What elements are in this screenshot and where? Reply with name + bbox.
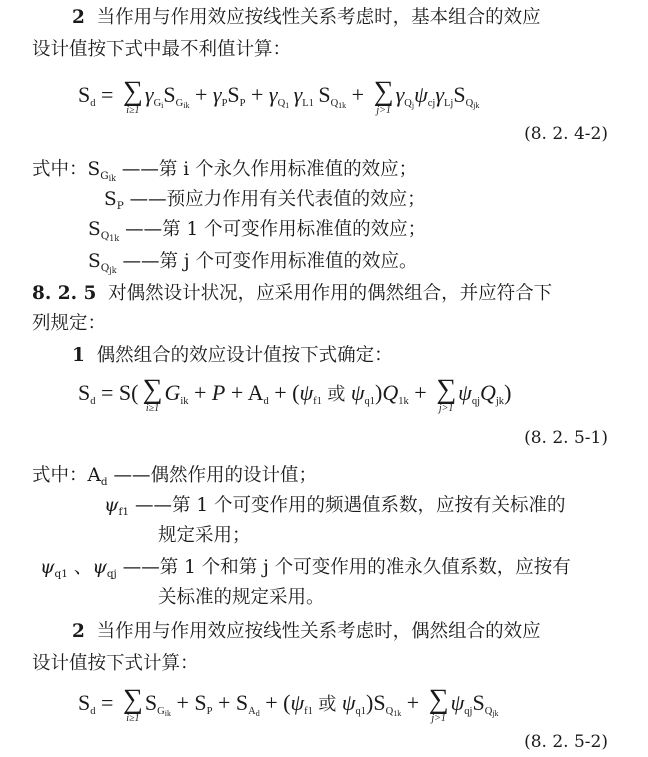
defs2-line1: 式中：$A_d$ ——偶然作用的设计值； — [32, 465, 318, 488]
sum-symbol: ∑ j>1 — [373, 76, 394, 116]
section-number: 8. 2. 5 — [32, 283, 97, 304]
para1-number: 2 — [72, 7, 85, 28]
def-text: ——第 1 个和第 j 个可变作用的准永久值系数，应按有 — [122, 557, 571, 578]
para1-line1 — [72, 6, 541, 30]
equation-number: (8. 2. 5-2) — [524, 732, 608, 752]
para3-line2 — [32, 652, 199, 676]
sum-symbol: ∑ i≥1 — [122, 684, 143, 724]
section-8-2-5-line2 — [32, 312, 106, 336]
defs1-line1: 式中：$S_{Gik}$ ——第 i 个永久作用标准值的效应； — [32, 159, 418, 183]
equation-8-2-5-2: $S_d$ = ∑ i≥1 $S_{Gik} + S_P + S_{Ad} + (\psi_{f1}$ 或 $\psi_{q1})S_{Q1k}$ + ∑ j>1 $\psi_{qj}S_{Qjk}$ — [78, 684, 499, 724]
sum-limit: j>1 — [438, 403, 454, 414]
def-text: 规定采用； — [158, 525, 251, 546]
def-text: ——第 i 个永久作用标准值的效应； — [121, 159, 418, 180]
sum-limit: j>1 — [431, 713, 446, 724]
section-text-a: 对偶然设计状况，应采用作用的偶然组合，并应符合下 — [108, 283, 553, 304]
para2-text: 偶然组合的效应设计值按下式确定： — [96, 345, 393, 366]
para2-line — [72, 344, 393, 368]
or-word: 或 — [327, 384, 346, 404]
para3-text-b: 设计值按下式计算： — [32, 653, 199, 674]
equation-8-2-5-1: $S_d = S$( ∑ i≥1 $G_{ik} + P + A_d + (\psi_{f1}$ 或 $\psi_{q1})Q_{1k}$ + ∑ j>1 $\psi_{qj}Q_{jk}$) — [78, 374, 512, 414]
sum-symbol: ∑ j>1 — [436, 374, 457, 414]
equation-number: (8. 2. 4-2) — [524, 124, 608, 144]
defs-label: 式中： — [32, 465, 88, 486]
defs1-line2: $S_P$ ——预应力作用有关代表值的效应； — [104, 189, 426, 212]
defs2-line2: $\psi_{f1}$ ——第 1 个可变作用的频遇值系数，应按有关标准的 — [104, 495, 566, 518]
def-text: ——第 j 个可变作用标准值的效应。 — [122, 251, 418, 272]
sum-symbol: ∑ i≥1 — [122, 76, 143, 116]
defs2-line3 — [158, 524, 251, 548]
equation-8-2-4-2: $S_d$ = ∑ i≥1 $\gamma_{Gi}S_{Gik} + \gamma_PS_P + \gamma_{Q1}$ $\gamma_{L1}$ $S_{Q1k}$ + ∑ j>1 $\gamma_{Qj}\psi_{cj}\gamma_{Lj}S_{Qjk}$ — [78, 76, 480, 116]
defs2-line4: $\psi_{q1}$ 、$\psi_{qj}$ ——第 1 个和第 j 个可变作用的准永久值系数，应按有 — [40, 557, 571, 580]
defs2-line5 — [158, 586, 325, 610]
defs1-line3: $S_{Q1k}$ ——第 1 个可变作用标准值的效应； — [88, 219, 427, 243]
sum-limit: i≥1 — [126, 105, 140, 116]
section-text-b: 列规定： — [32, 313, 107, 334]
para2-number: 1 — [72, 345, 85, 366]
def-text: 关标准的规定采用。 — [158, 587, 325, 608]
sum-symbol: ∑ j>1 — [428, 684, 449, 724]
para3-text-a: 当作用与作用效应按线性关系考虑时，偶然组合的效应 — [96, 621, 541, 642]
section-8-2-5-line1 — [32, 282, 552, 306]
equation-number: (8. 2. 5-1) — [524, 428, 608, 448]
or-word: 或 — [318, 694, 337, 714]
def-text: ——第 1 个可变作用的频遇值系数，应按有关标准的 — [134, 495, 566, 516]
para3-number: 2 — [72, 621, 85, 642]
sum-limit: j>1 — [376, 105, 391, 116]
defs-label: 式中： — [32, 159, 88, 180]
sum-symbol: ∑ i≥1 — [142, 374, 163, 414]
para1-text-a: 当作用与作用效应按线性关系考虑时，基本组合的效应 — [96, 7, 541, 28]
para1-line2 — [32, 38, 291, 62]
def-text: ——第 1 个可变作用标准值的效应； — [125, 219, 427, 240]
para1-text-b: 设计值按下式中最不利值计算： — [32, 39, 292, 60]
defs1-line4: $S_{Qjk}$ ——第 j 个可变作用标准值的效应。 — [88, 251, 418, 275]
para3-line1 — [72, 620, 541, 644]
sum-limit: i≥1 — [126, 713, 140, 724]
def-text: ——偶然作用的设计值； — [113, 465, 318, 486]
sum-limit: i≥1 — [145, 403, 160, 414]
def-text: ——预应力作用有关代表值的效应； — [129, 189, 426, 210]
